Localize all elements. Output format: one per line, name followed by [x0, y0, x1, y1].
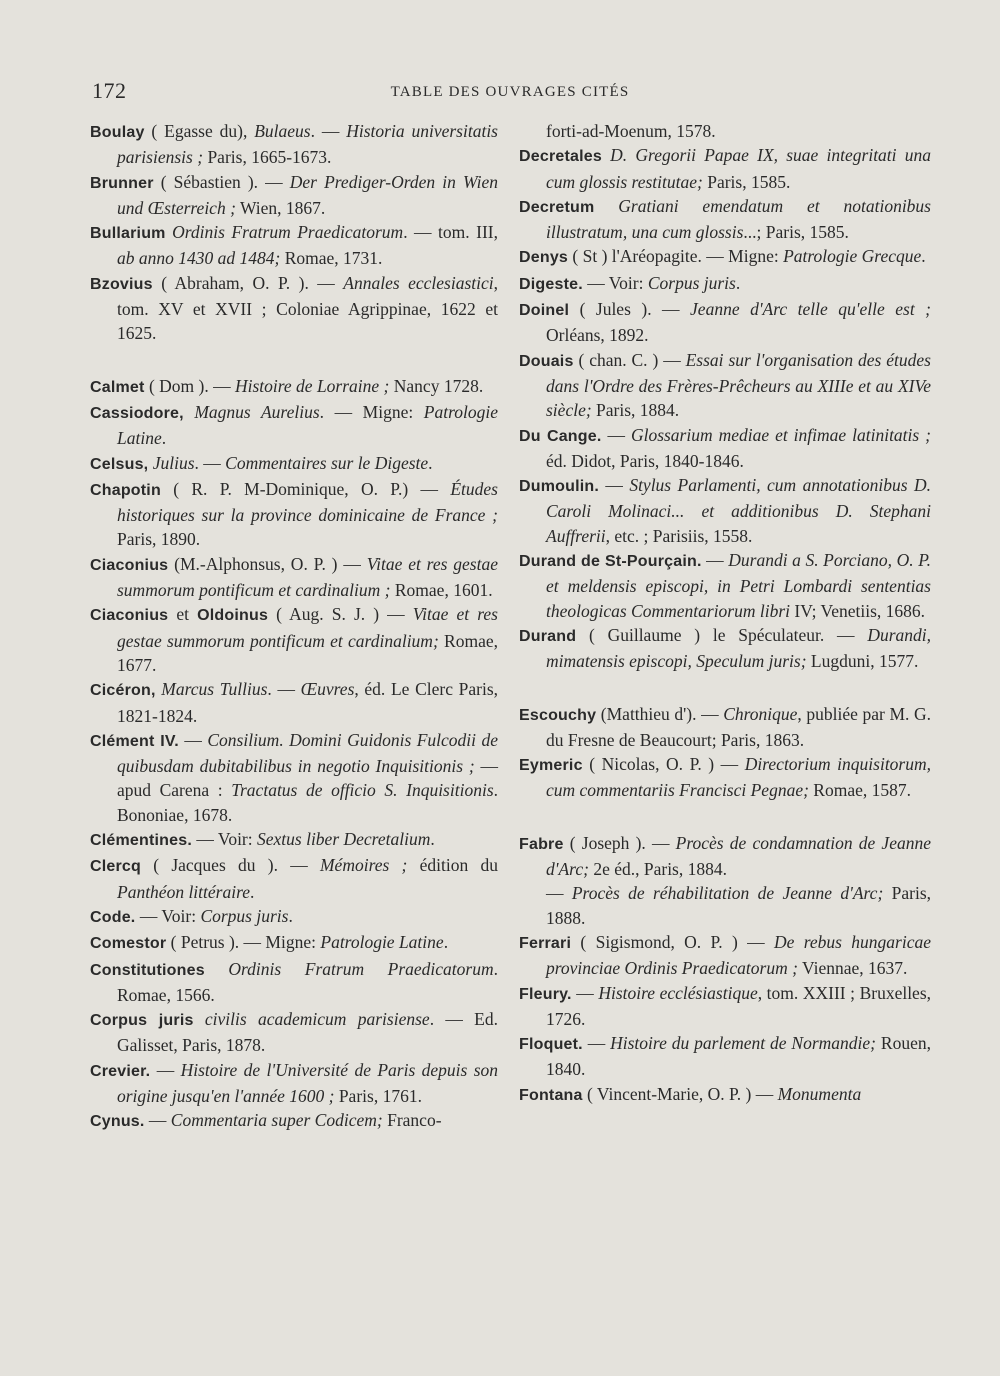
- entry-text: .: [921, 246, 926, 267]
- entry-text: [184, 402, 195, 422]
- page-number: 172: [92, 78, 127, 103]
- entry-text: forti-ad-Moenum, 1578.: [546, 121, 716, 141]
- entry-title: Mémoires ;: [319, 855, 408, 876]
- bibliography-entry: [519, 623, 931, 674]
- bibliography-entry: [519, 1031, 931, 1082]
- entry-title: Der Prediger-Orden in Wien und Œsterreich ;: [117, 171, 498, 218]
- entry-heading: Escouchy: [519, 706, 597, 724]
- entry-title: Corpus juris: [647, 272, 736, 293]
- entry-title: Commentaria super Codicem;: [170, 1110, 383, 1131]
- bibliography-entry: [519, 297, 931, 348]
- entry-text: . — Migne:: [319, 401, 424, 422]
- entry-text: Wien, 1867.: [235, 197, 326, 218]
- entry-heading: Durand de St-Pourçain.: [519, 553, 702, 571]
- entry-heading: Comestor: [90, 935, 167, 953]
- entry-title: Histoire ecclésiastique: [598, 982, 758, 1003]
- entry-heading: Clercq: [90, 858, 141, 876]
- entry-text: ( Vincent-Marie, O. P. ) —: [582, 1083, 778, 1104]
- entry-heading: Ciaconius: [90, 607, 169, 625]
- bibliography-entry: [90, 930, 498, 956]
- entry-heading: Clémentines.: [90, 832, 192, 850]
- entry-heading: Cassiodore,: [90, 404, 184, 422]
- entry-title: Monumenta: [777, 1083, 862, 1104]
- entry-title: Vitae et res gestae summorum pontificum et cardinalium ;: [117, 553, 498, 601]
- entry-title: Durandi a S. Porciano, O. P. et meldensis episcopi, in Petri Lombardi sententias theologicas Commentariorum libri: [546, 550, 932, 621]
- bibliography-entry: [90, 728, 498, 827]
- bibliography-entry: [90, 400, 498, 451]
- entry-heading: Fabre: [519, 835, 564, 853]
- entry-title: Annales ecclesiastici: [343, 272, 494, 293]
- entry-heading: Doinel: [519, 302, 570, 320]
- entry-title: Vitae et res gestae summorum pontificum et cardinalium;: [117, 604, 498, 651]
- entry-text: Viennae, 1637.: [797, 958, 908, 979]
- entry-heading: Denys: [519, 249, 569, 267]
- entry-text: Romae, 1677.: [117, 630, 498, 675]
- entry-text: éd. Didot, Paris, 1840-1846.: [546, 450, 744, 471]
- entry-title: Patrologie Latine: [117, 401, 498, 449]
- entry-heading: Cynus.: [90, 1113, 145, 1131]
- entry-text: Paris, 1884.: [591, 400, 680, 421]
- entry-text: (M.-Alphonsus, O. P. ) —: [168, 553, 367, 574]
- entry-heading: Clément IV.: [90, 732, 179, 750]
- entry-text: . — Ed. Galisset, Paris, 1878.: [117, 1009, 498, 1056]
- entry-text: Nancy 1728.: [389, 375, 484, 396]
- entry-title: Ordinis Fratrum Praedicatorum: [172, 222, 404, 243]
- entry-title: Patrologie Latine: [320, 932, 444, 953]
- entry-text: ( Abraham, O. P. ). —: [152, 272, 344, 293]
- entry-text: Paris, 1585.: [702, 171, 791, 192]
- entry-text: .: [430, 829, 435, 850]
- entry-text: —: [582, 1033, 611, 1054]
- entry-title: Stylus Parlamenti, cum annotationibus D. Caroli Molinaci... et additionibus D. Stephani Auffrerii: [546, 475, 931, 546]
- bibliography-entry: [90, 220, 498, 271]
- entry-text: .: [428, 452, 433, 473]
- entry-title: Durandi, mimatensis episcopi, Speculum juris;: [546, 624, 931, 672]
- bibliography-entry: [519, 548, 931, 623]
- bibliography-entry: [90, 1007, 498, 1058]
- entry-text: ( Sébastien ). —: [153, 171, 290, 192]
- entry-title: Magnus Aurelius: [194, 401, 320, 422]
- entry-title: Patrologie Grecque: [783, 246, 922, 267]
- entry-title: Essai sur l'organisation des études dans l'Ordre des Frères-Prêcheurs au XIIIe et au XIVe siècle;: [546, 349, 931, 421]
- entry-heading: Boulay: [90, 124, 145, 141]
- bibliography-entry: [519, 348, 931, 423]
- bibliography-entry: [90, 451, 498, 477]
- entry-text: —: [546, 883, 572, 904]
- entry-heading: Du Cange.: [519, 427, 602, 445]
- bibliography-entry: [90, 957, 498, 1008]
- bibliography-entry: [519, 831, 931, 882]
- bibliography-entry: [519, 244, 931, 270]
- bibliography-entry: [519, 473, 931, 548]
- bibliography-entry: [90, 904, 498, 930]
- entry-text: , tom. XV et XVII ; Coloniae Agrippinae, 1622 et 1625.: [117, 272, 499, 344]
- entry-text: ( Petrus ). — Migne:: [166, 932, 321, 953]
- entry-text: — Voir:: [582, 272, 648, 293]
- entry-text: —: [144, 1110, 171, 1131]
- entry-title: Jeanne d'Arc telle qu'elle est ;: [690, 299, 931, 320]
- bibliography-entry: [519, 752, 931, 803]
- entry-text: ( Jacques du ). —: [141, 855, 320, 876]
- entry-heading: Durand: [519, 627, 577, 645]
- entry-text: —: [599, 475, 630, 496]
- entry-text: ( Sigismond, O. P. ) —: [571, 931, 774, 952]
- entry-text: — Voir:: [135, 905, 201, 926]
- entry-title: Tractatus de officio S. Inquisitionis: [231, 780, 494, 801]
- entry-text: ...; Paris, 1585.: [743, 222, 849, 243]
- entry-title: Histoire de Lorraine ;: [234, 375, 390, 396]
- entry-text: —: [178, 729, 208, 750]
- bibliography-entry: [90, 853, 498, 904]
- entry-heading: Digeste.: [519, 275, 583, 293]
- entry-title: Procès de condamnation de Jeanne d'Arc;: [546, 832, 931, 880]
- entry-text: .: [288, 905, 293, 926]
- bibliography-entry: [519, 881, 931, 930]
- entry-text: .: [161, 428, 167, 449]
- entry-heading: Fontana: [519, 1086, 583, 1104]
- entry-heading: Corpus juris: [90, 1012, 194, 1030]
- entry-text: [205, 959, 229, 979]
- entry-heading: Ferrari: [519, 934, 572, 952]
- entry-title: Procès de réhabilitation de Jeanne d'Arc;: [571, 883, 884, 904]
- entry-text: Romae, 1601.: [390, 580, 493, 601]
- entry-text: , tom. XXIII ; Bruxelles, 1726.: [546, 982, 932, 1029]
- entry-text: , éd. Le Clerc Paris, 1821-1824.: [117, 679, 499, 726]
- entry-text: IV; Venetiis, 1686.: [790, 600, 925, 621]
- entry-text: Paris, 1890.: [117, 529, 201, 550]
- entry-title: Marcus Tullius: [161, 679, 268, 700]
- entry-title: Corpus juris: [200, 905, 289, 926]
- entry-title: Consilium. Domini Guidonis Fulcodii de quibusdam dubitabilibus in negotio Inquisitionis ;: [117, 729, 498, 777]
- left-column: [90, 119, 498, 1135]
- entry-text: Romae, 1587.: [808, 780, 911, 801]
- entry-text: Romae, 1731.: [280, 248, 383, 269]
- entry-title: Ordinis Fratrum Praedicatorum: [228, 958, 494, 979]
- entry-heading: Oldoinus: [197, 607, 269, 625]
- entry-heading: Floquet.: [519, 1036, 583, 1054]
- entry-text: (Matthieu d'). —: [596, 703, 724, 724]
- entry-heading: Calmet: [90, 378, 145, 396]
- bibliography-entry: [519, 702, 931, 753]
- entry-text: Orléans, 1892.: [546, 325, 649, 346]
- entry-heading: Chapotin: [90, 481, 161, 499]
- bibliography-entry: [90, 1058, 498, 1109]
- entry-title: Œuvres: [300, 679, 355, 700]
- entry-title: Études historiques sur la province dominicaine de France ;: [117, 478, 498, 526]
- bibliography-entry: [519, 1082, 931, 1108]
- entry-text: , etc. ; Parisiis, 1558.: [605, 525, 753, 546]
- entry-text: Rouen, 1840.: [546, 1033, 931, 1080]
- entry-text: —: [601, 424, 631, 445]
- entry-title: D. Gregorii Papae IX, suae integritati una cum glossis restitutae;: [546, 145, 931, 192]
- entry-heading: Constitutiones: [90, 961, 205, 979]
- entry-text: Paris, 1761.: [334, 1085, 422, 1106]
- entry-text: . —: [267, 679, 301, 700]
- entry-text: ( Joseph ). —: [563, 832, 676, 853]
- entry-title: Sextus liber Decretalium: [257, 829, 431, 850]
- running-title: TABLE DES OUVRAGES CITÉS: [390, 84, 630, 100]
- entry-text: — apud Carena :: [117, 756, 498, 801]
- bibliography-entry: [90, 477, 498, 552]
- bibliography-entry: [519, 930, 931, 981]
- entry-text: , publiée par M. G. du Fresne de Beaucourt; Paris, 1863.: [546, 703, 931, 750]
- entry-heading: Decretum: [519, 198, 595, 216]
- entry-text: .: [250, 881, 255, 902]
- entry-heading: Decretales: [519, 148, 602, 166]
- bibliography-entry: [90, 374, 498, 400]
- entry-text: Franco-: [382, 1110, 442, 1131]
- entry-text: . —: [194, 452, 226, 473]
- entry-text: Lugduni, 1577.: [806, 651, 919, 672]
- entry-text: —: [701, 550, 729, 571]
- entry-text: . Bononiae, 1678.: [117, 780, 498, 825]
- entry-title: De rebus hungaricae provinciae Ordinis Praedicatorum ;: [546, 931, 932, 979]
- entry-text: et: [168, 604, 198, 625]
- bibliography-entry: [519, 423, 931, 474]
- entry-text: Paris, 1665-1673.: [203, 147, 332, 168]
- entry-heading: Celsus,: [90, 455, 149, 473]
- entry-text: Paris, 1888.: [546, 883, 931, 928]
- entry-text: .: [735, 272, 741, 293]
- entry-text: — Voir:: [192, 829, 257, 850]
- entry-title: Commentaires sur le Digeste: [225, 452, 429, 473]
- entry-text: ( Nicolas, O. P. ) —: [582, 754, 745, 775]
- entry-text: ( Egasse du),: [144, 121, 255, 141]
- entry-title: Bulaeus: [254, 121, 311, 141]
- entry-text: . Romae, 1566.: [117, 958, 498, 1005]
- entry-title: Panthéon littéraire: [117, 881, 251, 902]
- bibliography-entry: [90, 170, 498, 221]
- entry-heading: Ciaconius: [90, 556, 169, 574]
- bibliography-entry: [519, 194, 931, 245]
- entry-heading: Dumoulin.: [519, 478, 600, 496]
- right-column: [519, 119, 931, 1108]
- entry-title: ab anno 1430 ad 1484;: [117, 248, 281, 269]
- entry-title: Histoire de l'Université de Paris depuis son origine jusqu'en l'année 1600 ;: [117, 1059, 499, 1106]
- bibliography-entry: [90, 119, 498, 170]
- bibliography-entry: [90, 552, 498, 603]
- entry-title: civilis academicum parisiense: [204, 1009, 430, 1030]
- entry-text: 2e éd., Paris, 1884.: [588, 859, 727, 880]
- bibliography-entry: [90, 677, 498, 728]
- entry-text: ( chan. C. ) —: [573, 349, 686, 370]
- bibliography-entry: [90, 827, 498, 853]
- entry-text: ( R. P. M-Dominique, O. P.) —: [160, 478, 451, 499]
- entry-title: Directorium inquisitorum, cum commentariis Francisci Pegnae;: [546, 754, 932, 801]
- entry-text: . — tom. III,: [403, 222, 498, 243]
- bibliography-entry: [519, 119, 931, 143]
- entry-text: . —: [310, 121, 347, 141]
- entry-text: .: [443, 932, 449, 953]
- entry-heading: Douais: [519, 352, 574, 370]
- entry-heading: Fleury.: [519, 985, 572, 1003]
- entry-title: Julius: [152, 452, 195, 473]
- entry-title: Chronique: [723, 703, 798, 724]
- entry-text: ( Dom ). —: [144, 375, 235, 396]
- bibliography-entry: [519, 271, 931, 297]
- entry-text: ( Aug. S. J. ) —: [268, 604, 413, 625]
- entry-text: ( Jules ). —: [569, 299, 691, 320]
- entry-text: —: [150, 1059, 181, 1080]
- entry-text: ( Guillaume ) le Spéculateur. —: [576, 624, 868, 645]
- entry-text: ( St ) l'Aréopagite. — Migne:: [568, 246, 784, 267]
- entry-heading: Brunner: [90, 174, 154, 192]
- entry-text: —: [571, 982, 599, 1003]
- entry-heading: Cicéron,: [90, 682, 156, 700]
- entry-title: Glossarium mediae et infimae latinitatis ;: [630, 424, 932, 445]
- entry-text: [602, 145, 610, 165]
- entry-title: Historia universitatis parisiensis ;: [117, 121, 498, 168]
- bibliography-entry: [519, 981, 931, 1032]
- entry-title: Histoire du parlement de Normandie;: [610, 1033, 877, 1054]
- entry-heading: Bzovius: [90, 275, 153, 293]
- entry-text: [194, 1009, 205, 1029]
- bibliography-entry: [90, 271, 498, 346]
- entry-heading: Crevier.: [90, 1062, 151, 1080]
- bibliography-entry: [90, 602, 498, 677]
- entry-text: édition du: [407, 855, 498, 876]
- bibliography-entry: [90, 1108, 498, 1134]
- entry-text: [594, 196, 618, 216]
- entry-heading: Bullarium: [90, 225, 166, 243]
- entry-heading: Code.: [90, 908, 136, 926]
- entry-heading: Eymeric: [519, 757, 583, 775]
- bibliography-entry: [519, 143, 931, 194]
- entry-title: Gratiani emendatum et notationibus illustratum, una cum glossis: [546, 195, 931, 243]
